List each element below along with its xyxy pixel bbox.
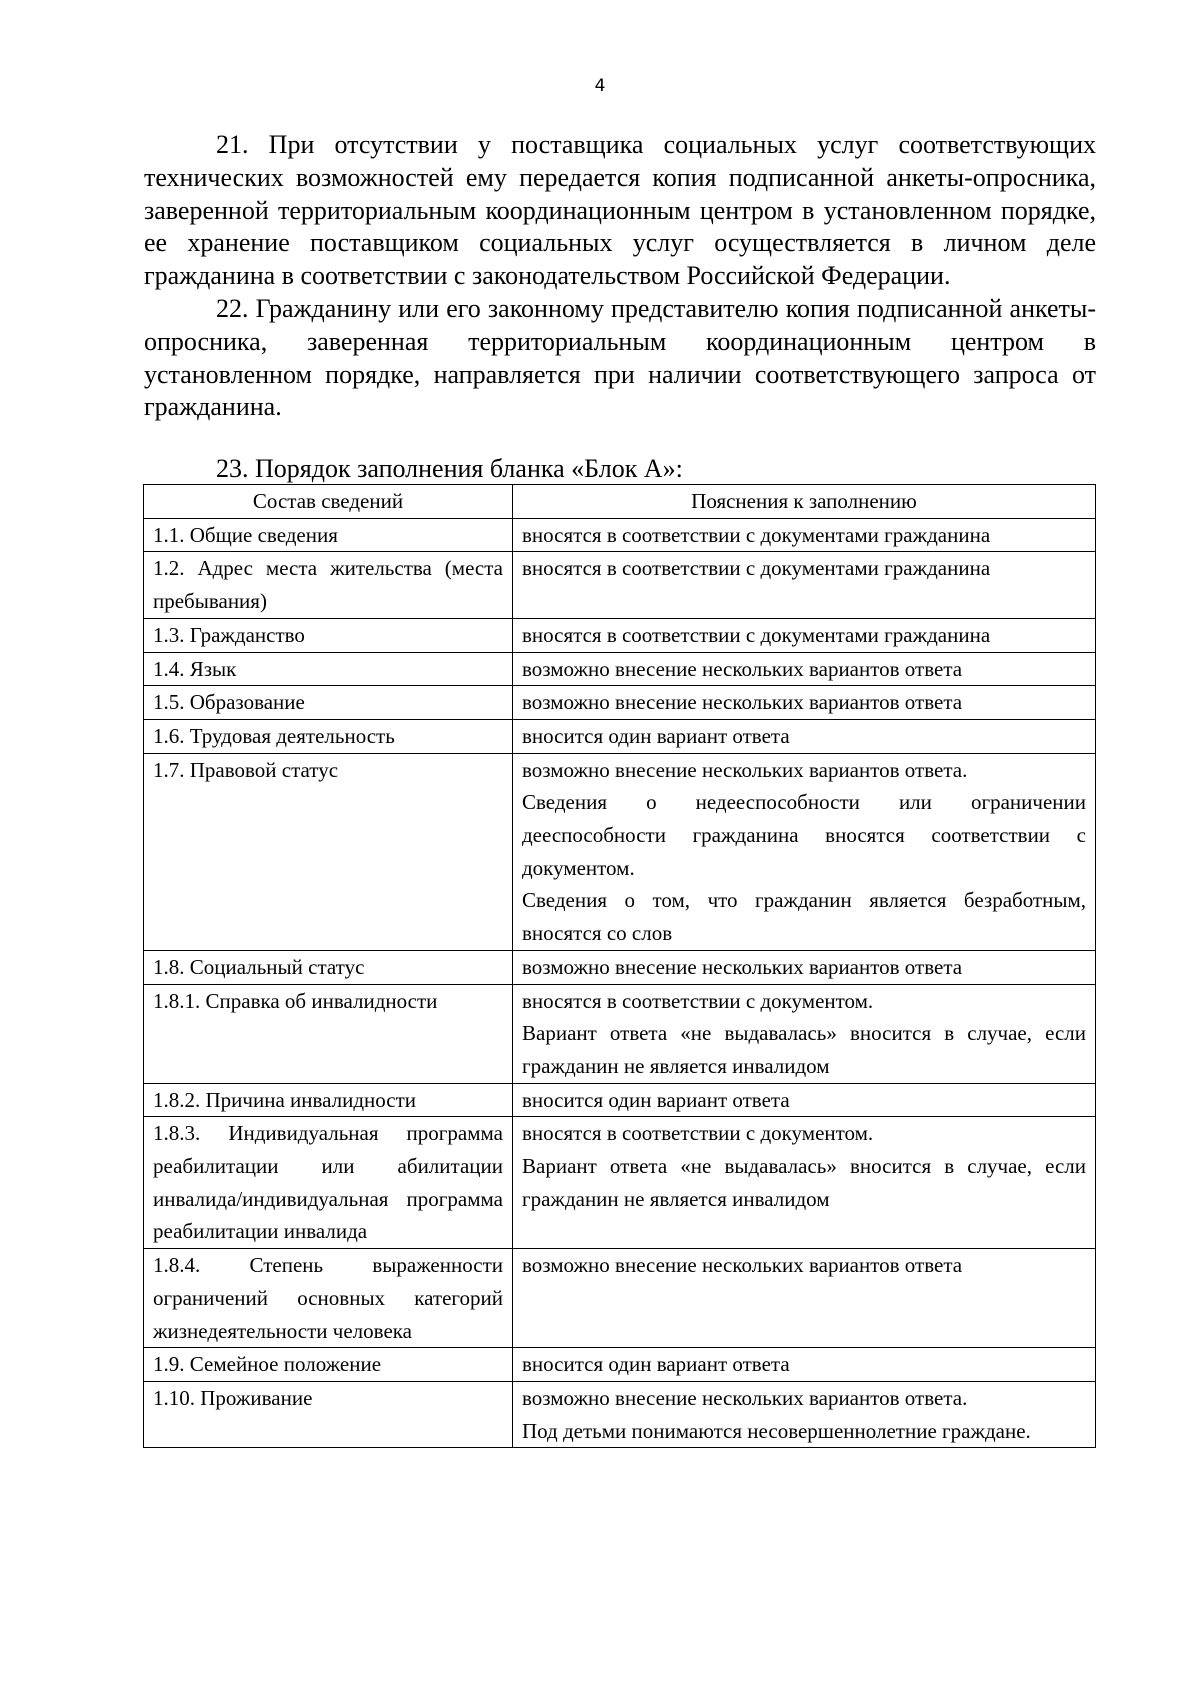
row-notes [513, 719, 1096, 753]
header-explanations: Пояснения к заполнению [513, 485, 1096, 519]
row-item: 1.4. Язык [144, 652, 513, 686]
row-item: 1.7. Правовой статус [144, 753, 513, 950]
row-note: вносятся в соответствии с документом. [522, 988, 874, 1013]
table-row [144, 753, 1096, 950]
row-notes [513, 686, 1096, 720]
row-notes [513, 950, 1096, 984]
row-notes [513, 1348, 1096, 1382]
header-composition: Состав сведений [144, 485, 513, 519]
row-item: 1.8.3. Индивидуальная программа реабилитации или абилитации инвалида/индивидуальная программа реабилитации инвалида [144, 1117, 513, 1249]
row-item: 1.6. Трудовая деятельность [144, 719, 513, 753]
row-notes [513, 652, 1096, 686]
row-item: 1.5. Образование [144, 686, 513, 720]
row-notes [513, 984, 1096, 1083]
row-item: 1.8.2. Причина инвалидности [144, 1083, 513, 1117]
table-row [144, 950, 1096, 984]
row-note: вносятся в соответствии с документами гражданина [522, 622, 991, 647]
block-a-fill-table [143, 484, 1096, 1448]
page-number: 4 [594, 76, 606, 96]
row-note: Вариант ответа «не выдавалась» вносится в случае, если гражданин не является инвалидом [522, 1021, 1086, 1078]
row-item: 1.8. Социальный статус [144, 950, 513, 984]
row-item: 1.9. Семейное положение [144, 1348, 513, 1382]
row-note: возможно внесение нескольких вариантов ответа [522, 656, 963, 681]
row-item: 1.10. Проживание [144, 1381, 513, 1447]
row-note: Сведения о недееспособности или ограничении дееспособности гражданина вносятся соответствии с документом. [522, 790, 1086, 880]
row-note: вносится один вариант ответа [522, 1087, 790, 1112]
body-text [144, 129, 1096, 424]
table-row [144, 1117, 1096, 1249]
table-row [144, 652, 1096, 686]
row-note: возможно внесение нескольких вариантов ответа. [522, 1385, 968, 1410]
row-notes [513, 1249, 1096, 1348]
table-row [144, 1083, 1096, 1117]
row-notes [513, 1381, 1096, 1447]
row-note: возможно внесение нескольких вариантов ответа. [522, 757, 968, 782]
row-item: 1.3. Гражданство [144, 618, 513, 652]
paragraph-21: 21. При отсутствии у поставщика социальных услуг соответствующих технических возможностей ему передается копия подписанной анкеты-опросника, заверенной территориальным координационным центром в установленном порядке, ее хранение поставщиком социальных услуг осуществляется в личном деле гражданина в соответствии с законодательством Российской Федерации. [144, 130, 1096, 291]
table-row [144, 1381, 1096, 1447]
row-item: 1.1. Общие сведения [144, 518, 513, 552]
row-item: 1.2. Адрес места жительства (места пребывания) [144, 552, 513, 618]
row-note: вносится один вариант ответа [522, 1352, 790, 1377]
row-note: вносятся в соответствии с документом. [522, 1121, 874, 1146]
row-item: 1.8.4. Степень выраженности ограничений основных категорий жизнедеятельности человека [144, 1249, 513, 1348]
row-note: вносятся в соответствии с документами гражданина [522, 522, 991, 547]
table-header-row [144, 485, 1096, 519]
row-note: возможно внесение нескольких вариантов ответа [522, 954, 963, 979]
row-note: Вариант ответа «не выдавалась» вносится в случае, если гражданин не является инвалидом [522, 1154, 1086, 1211]
row-notes [513, 1117, 1096, 1249]
table-row [144, 618, 1096, 652]
row-notes [513, 1083, 1096, 1117]
row-note: Под детьми понимаются несовершеннолетние граждане. [522, 1418, 1031, 1443]
table-row [144, 686, 1096, 720]
table-row [144, 1348, 1096, 1382]
row-note: возможно внесение нескольких вариантов ответа [522, 690, 963, 715]
table-row [144, 1249, 1096, 1348]
row-note: Сведения о том, что гражданин является безработным, вносятся со слов [522, 888, 1086, 946]
row-notes [513, 618, 1096, 652]
table-row [144, 984, 1096, 1083]
table-row [144, 518, 1096, 552]
row-notes [513, 518, 1096, 552]
row-note: вносятся в соответствии с документами гражданина [522, 556, 991, 581]
table-heading: 23. Порядок заполнения бланка «Блок А»: [216, 454, 683, 483]
row-note: возможно внесение нескольких вариантов ответа [522, 1253, 963, 1278]
table-row [144, 719, 1096, 753]
row-notes [513, 552, 1096, 618]
row-notes [513, 753, 1096, 950]
table-row [144, 552, 1096, 618]
paragraph-22: 22. Гражданину или его законному представителю копия подписанной анкеты-опросника, заверенная территориальным координационным центром в установленном порядке, направляется при наличии соответствующего запроса от гражданина. [144, 293, 1096, 422]
row-item: 1.8.1. Справка об инвалидности [144, 984, 513, 1083]
table-body [144, 518, 1096, 1448]
row-note: вносится один вариант ответа [522, 723, 790, 748]
